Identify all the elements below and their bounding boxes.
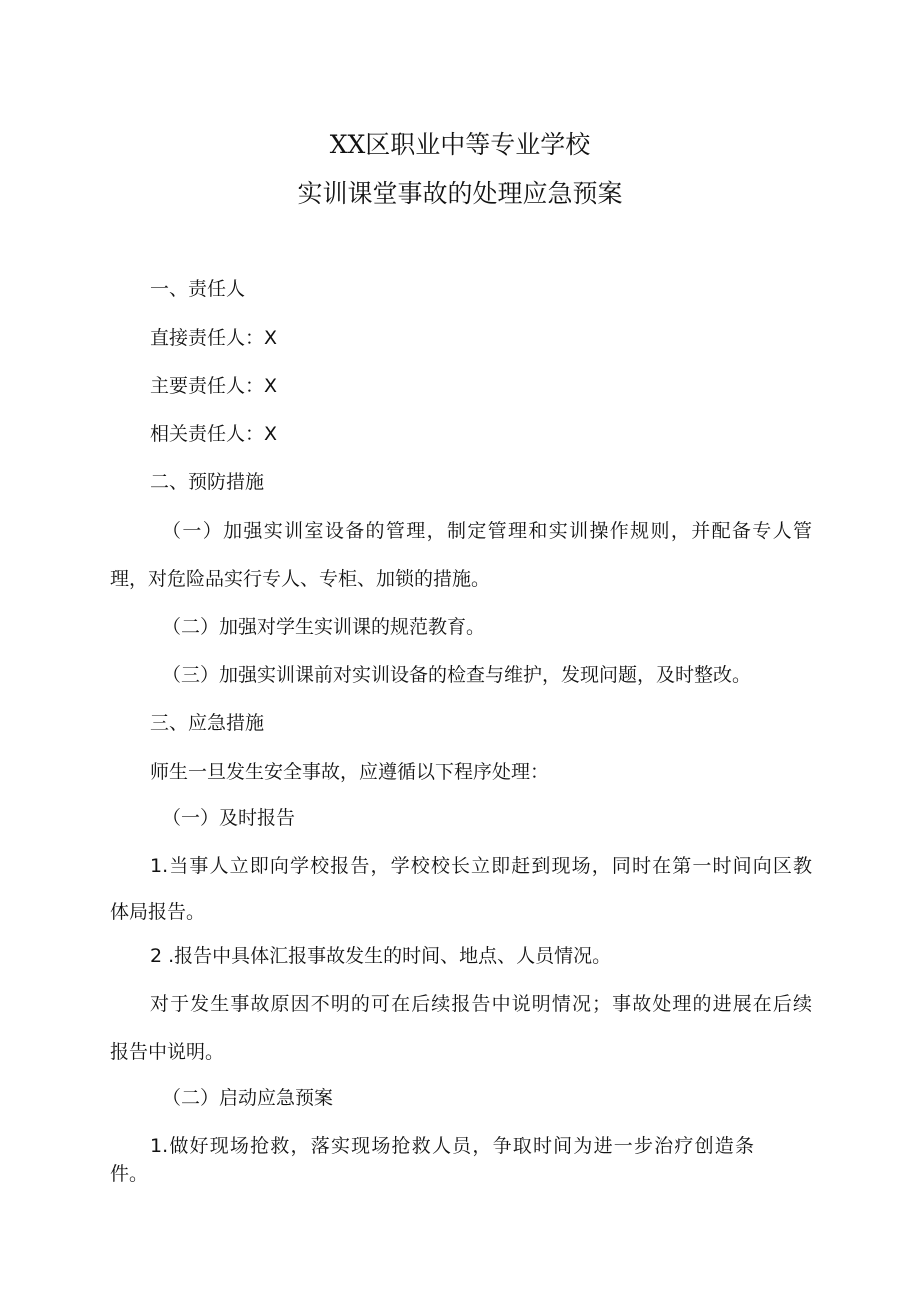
report-note-line2: 报告中说明。 [110, 1041, 225, 1063]
prevention-item-1-line2: 理，对危险品实行专人、专柜、加锁的措施。 [110, 568, 491, 590]
related-responsible-person: 相关责任人：X [150, 423, 278, 445]
section-heading-prevention: 二、预防措施 [150, 471, 265, 493]
emergency-intro: 师生一旦发生安全事故，应遵循以下程序处理： [150, 761, 550, 783]
main-responsible-person: 主要责任人：X [150, 375, 278, 397]
report-item-1-line2: 体局报告。 [110, 901, 206, 923]
prevention-item-3: （三）加强实训课前对实训设备的检查与维护，发现问题，及时整改。 [162, 664, 752, 686]
section-heading-emergency: 三、应急措施 [150, 712, 265, 734]
section-heading-responsible: 一、责任人 [150, 278, 246, 300]
emergency-plan-item-1-line1: 1.做好现场抢救，落实现场抢救人员，争取时间为进一步治疗创造条 [150, 1135, 754, 1157]
report-item-1-line1: 1.当事人立即向学校报告，学校校长立即赶到现场，同时在第一时间向区教 [150, 855, 812, 877]
report-item-2: 2 .报告中具体汇报事故发生的时间、地点、人员情况。 [150, 945, 612, 967]
prevention-item-2: （二）加强对学生实训课的规范教育。 [162, 616, 486, 638]
document-title-line1: XX区职业中等专业学校 [329, 130, 591, 159]
document-title-line2: 实训课堂事故的处理应急预案 [297, 179, 623, 208]
emergency-plan-item-1-line2: 件。 [110, 1163, 149, 1185]
report-note-line1: 对于发生事故原因不明的可在后续报告中说明情况；事故处理的进展在后续 [150, 993, 812, 1015]
subheading-timely-report: （一）及时报告 [162, 807, 296, 829]
prevention-item-1-line1: （一）加强实训室设备的管理，制定管理和实训操作规则，并配备专人管 [162, 520, 812, 542]
subheading-start-emergency-plan: （二）启动应急预案 [162, 1087, 334, 1109]
direct-responsible-person: 直接责任人：X [150, 327, 278, 349]
